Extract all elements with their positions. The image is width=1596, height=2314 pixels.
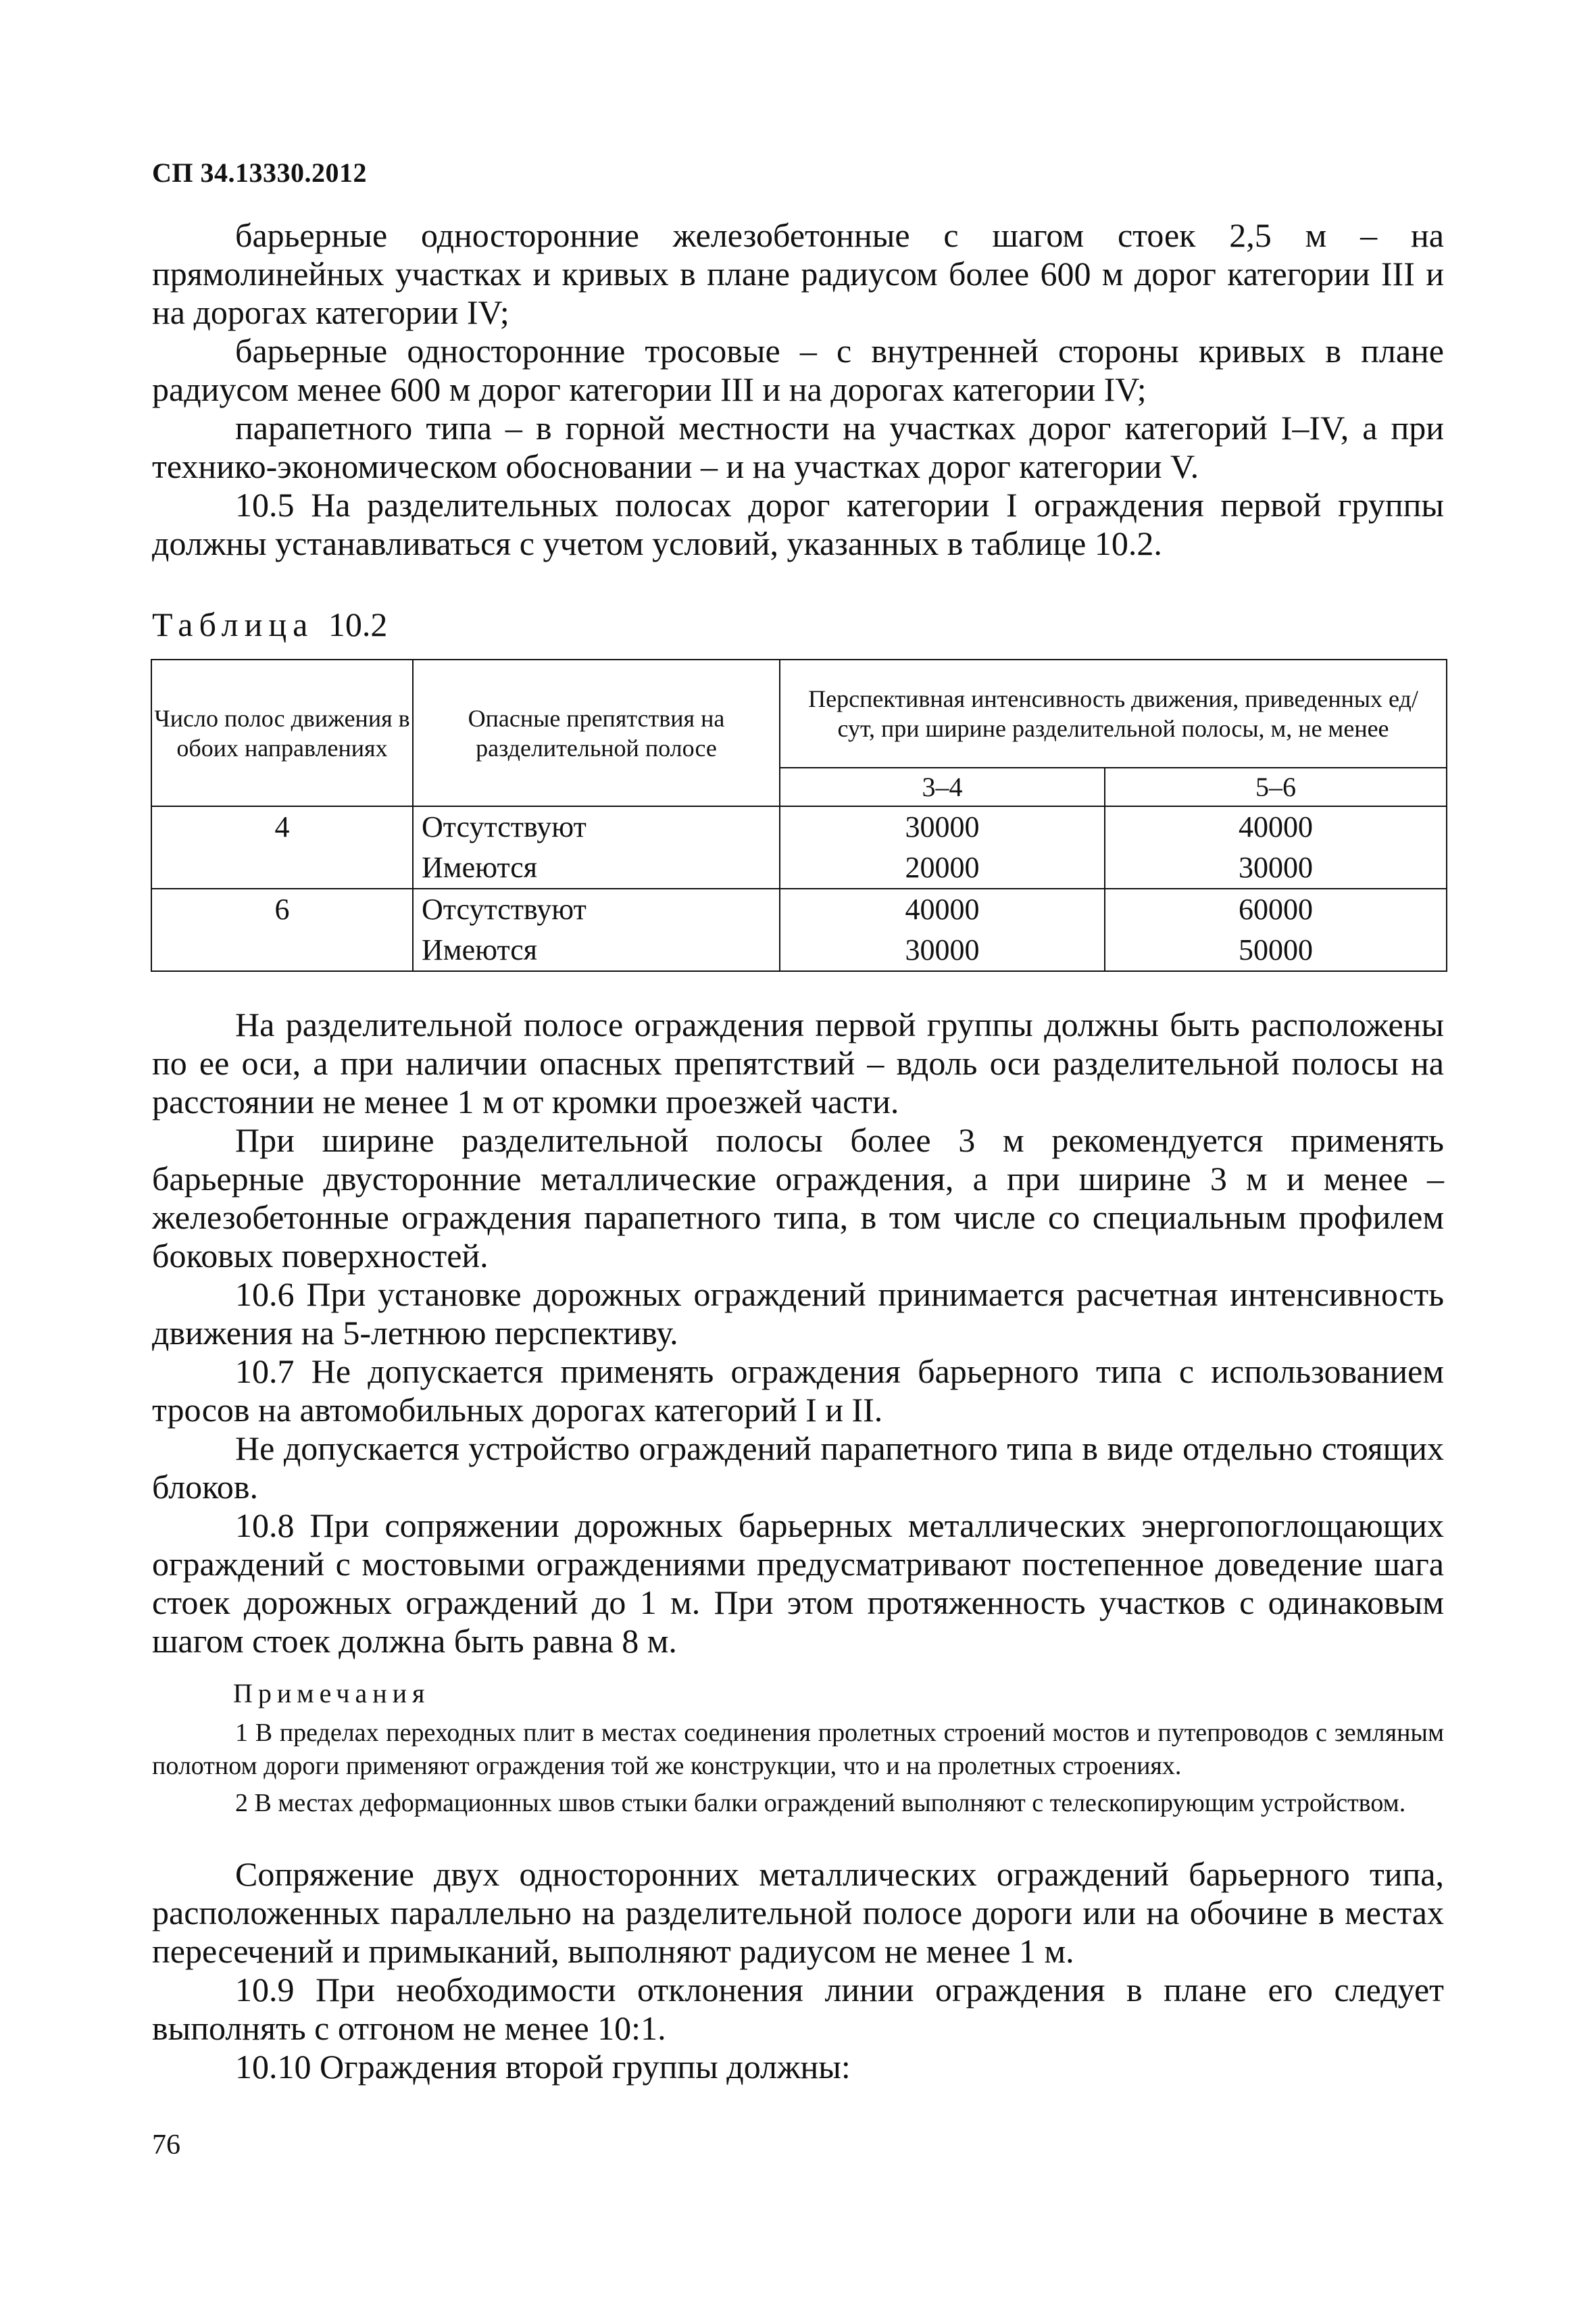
cell-values-5-6	[1105, 889, 1447, 971]
notes-title: Примечания	[233, 1678, 430, 1708]
cell-values-3-4	[780, 806, 1105, 889]
document-code-header: СП 34.13330.2012	[152, 157, 367, 188]
paragraph: 10.9 При необходимости отклонения линии ограждения в плане его следует выполнять с отгоном не менее 10:1.	[152, 1971, 1444, 2047]
table-caption-word: Таблица	[152, 606, 314, 643]
page-number: 76	[152, 2130, 180, 2161]
cell-obstacles	[413, 806, 780, 889]
paragraph: парапетного типа – в горной местности на участках дорог категорий I–IV, а при технико-экономическом обосновании – и на участках дорог категории V.	[152, 409, 1444, 485]
table-row	[151, 889, 1447, 971]
intro-section	[152, 216, 1444, 563]
paragraph: На разделительной полосе ограждения первой группы должны быть расположены по ее оси, а при наличии опасных препятствий – вдоль оси разделительной полосы на расстоянии не менее 1 м от кромки проезжей части.	[152, 1006, 1444, 1121]
cell-values-3-4	[780, 889, 1105, 971]
column-header-lanes: Число полос движения в обоих направлениях	[151, 660, 413, 806]
paragraph: При ширине разделительной полосы более 3 м рекомендуется применять барьерные двусторонние металлические ограждения, а при ширине 3 м и менее – железобетонные ограждения парапетного типа, в том числе со специальным профилем боковых поверхностей.	[152, 1121, 1444, 1275]
cell-lanes: 4	[151, 806, 413, 889]
cell-obstacle: Отсутствуют	[422, 810, 587, 843]
paragraph: 10.7 Не допускается применять ограждения барьерного типа с использованием тросов на автомобильных дорогах категорий I и II.	[152, 1352, 1444, 1429]
paragraph: 10.8 При сопряжении дорожных барьерных металлических энергопоглощающих ограждений с мостовыми ограждениями предусматривают постепенное доведение шага стоек дорожных ограждений до 1 м. При этом протяженность участков с одинаковым шагом стоек должна быть равна 8 м.	[152, 1506, 1444, 1660]
column-header-obstacles: Опасные препятствия на разделительной полосе	[413, 660, 780, 806]
cell-value: 40000	[1239, 810, 1313, 843]
body-section	[152, 1006, 1444, 1660]
paragraph: 10.5 На разделительных полосах дорог категории I ограждения первой группы должны устанавливаться с учетом условий, указанных в таблице 10.2.	[152, 486, 1444, 562]
table-10-2	[151, 659, 1447, 972]
paragraph: 10.6 При установке дорожных ограждений принимается расчетная интенсивность движения на 5-летнюю перспективу.	[152, 1275, 1444, 1352]
note-item: 1 В пределах переходных плит в местах соединения пролетных строений мостов и путепроводов с земляным полотном дороги применяют ограждения той же конструкции, что и на пролетных строениях.	[152, 1719, 1444, 1780]
paragraph: Не допускается устройство ограждений парапетного типа в виде отдельно стоящих блоков.	[152, 1429, 1444, 1506]
cell-value: 50000	[1239, 933, 1313, 966]
cell-value: 20000	[905, 851, 980, 884]
cell-value: 40000	[905, 893, 980, 926]
column-header-intensity: Перспективная интенсивность движения, приведенных ед/сут, при ширине разделительной полосы, м, не менее	[780, 660, 1447, 768]
cell-value: 30000	[905, 810, 980, 843]
paragraph: барьерные односторонние тросовые – с внутренней стороны кривых в плане радиусом менее 600 м дорог категории III и на дорогах категории IV;	[152, 332, 1444, 408]
table-caption	[152, 605, 387, 644]
cell-obstacles	[413, 889, 780, 971]
cell-obstacle: Имеются	[422, 851, 537, 884]
notes-section	[152, 1717, 1444, 1820]
subheader-width-5-6: 5–6	[1105, 768, 1447, 806]
table-caption-number: 10.2	[328, 606, 388, 643]
paragraph: Сопряжение двух односторонних металлических ограждений барьерного типа, расположенных параллельно на разделительной полосе дороги или на обочине в местах пересечений и примыканий, выполняют радиусом не менее 1 м.	[152, 1855, 1444, 1970]
note-item: 2 В местах деформационных швов стыки балки ограждений выполняют с телескопирующим устройством.	[235, 1789, 1406, 1817]
paragraph: 10.10 Ограждения второй группы должны:	[235, 2048, 851, 2086]
cell-obstacle: Отсутствуют	[422, 893, 587, 926]
final-section	[152, 1855, 1444, 2086]
cell-value: 30000	[1239, 851, 1313, 884]
subheader-width-3-4: 3–4	[780, 768, 1105, 806]
cell-value: 30000	[905, 933, 980, 966]
cell-value: 60000	[1239, 893, 1313, 926]
cell-lanes: 6	[151, 889, 413, 971]
cell-values-5-6	[1105, 806, 1447, 889]
paragraph: барьерные односторонние железобетонные с шагом стоек 2,5 м – на прямолинейных участках и кривых в плане радиусом более 600 м дорог категории III и на дорогах категории IV;	[152, 216, 1444, 331]
cell-obstacle: Имеются	[422, 933, 537, 966]
table-row	[151, 806, 1447, 889]
